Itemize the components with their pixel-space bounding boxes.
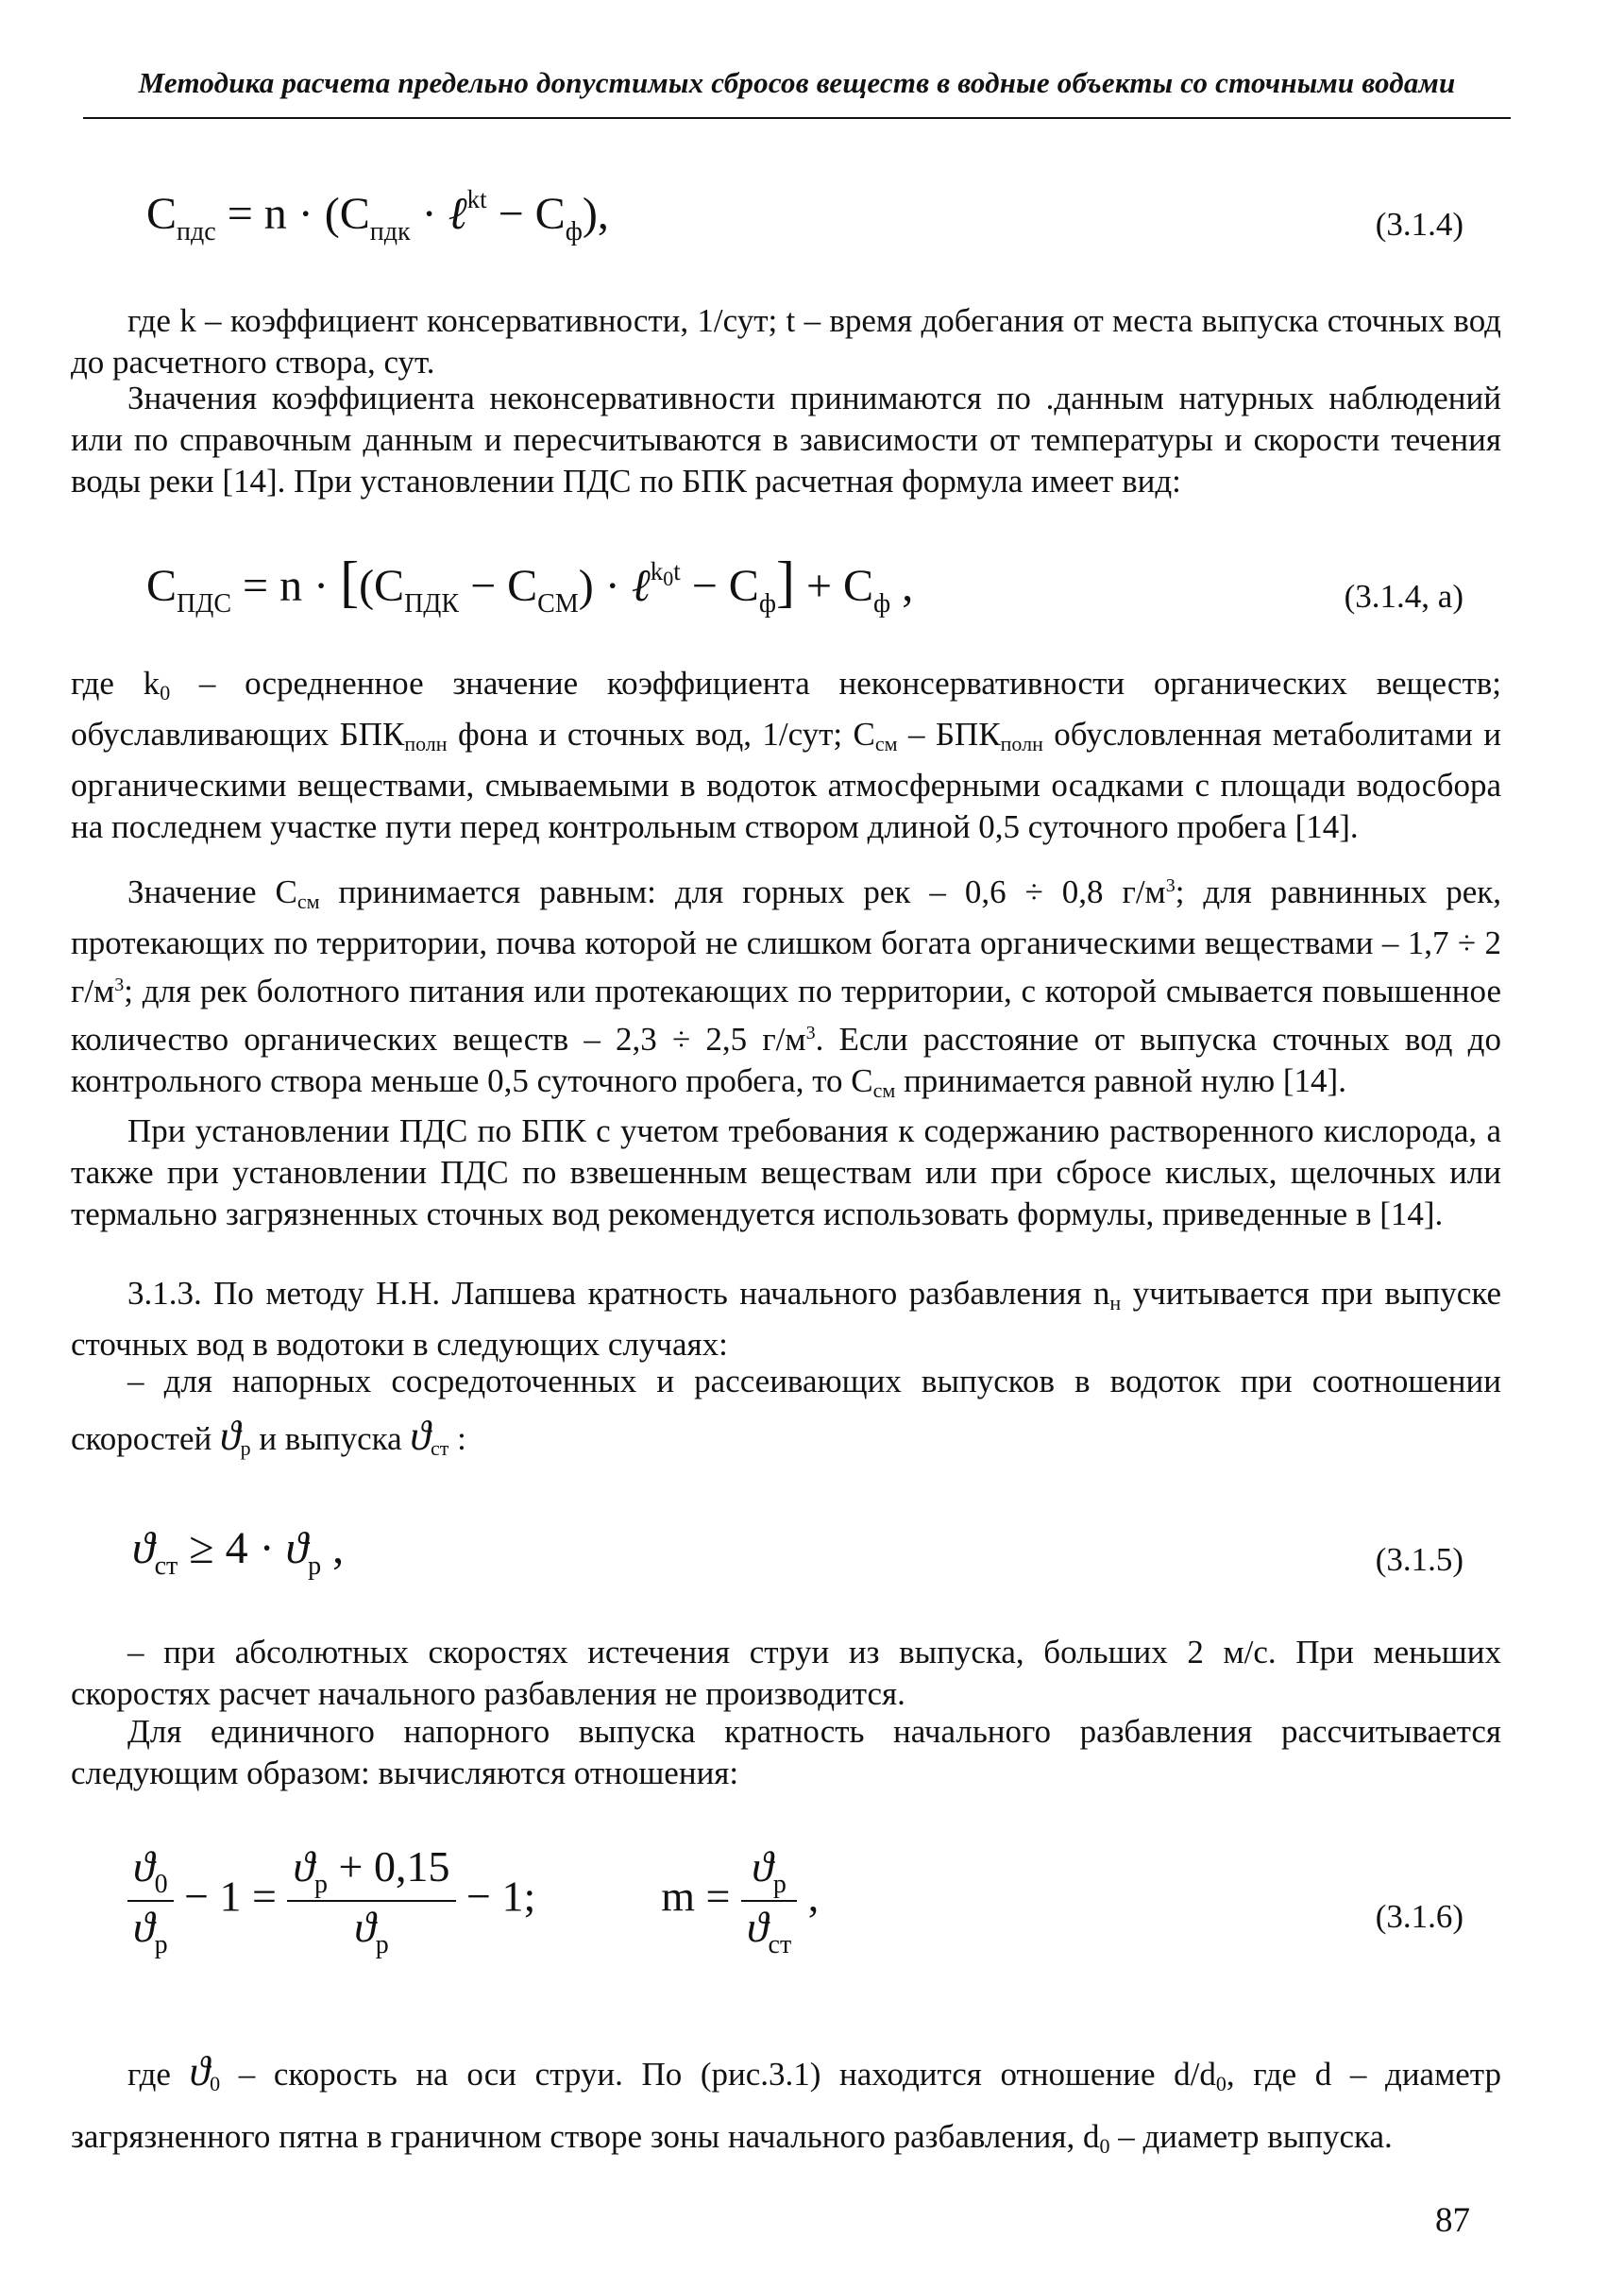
paragraph-definition-k: где k – коэффициент консервативности, 1/сут; t – время добегания от места выпуска сточных вод до расчетного створа, сут. — [71, 302, 1501, 381]
equation-number: (3.1.4, a) — [1344, 578, 1463, 615]
paragraph-nonconservativity: Значения коэффициента неконсервативности принимаются по .данным натурных наблюдений или по справочным данным и пересчитываются в зависимости от температуры и скорости течения воды реки [14]. При установлении ПДС по БПК расчетная формула имеет вид: — [71, 380, 1501, 500]
equation-3-1-6: $\frac{ϑ_0}{ϑ_р}$ − 1 = $\frac{ϑ_р + 0,15}{ϑ_р}$ − 1; m = $\frac{ϑ_р}{ϑ_{ст}}$ , — [127, 1841, 819, 1960]
paragraph-definition-k0: где k0 – осредненное значение коэффициента неконсервативности органических веществ; обуславливающих БПКполн фона и сточных вод, 1/сут; Ссм – БПКполн обусловленная метаболитами и органическими веществами, смываемыми в водоток атмосферными осадками с площади водосбора на последнем участке пути перед контрольным створом длиной 0,5 суточного пробега [14]. — [71, 665, 1502, 845]
paragraph-lapshev-method: 3.1.3. По методу Н.Н. Лапшева кратность начального разбавления nн учитывается при выпуске сточных вод в водотоки в следующих случаях: — [71, 1275, 1501, 1363]
equation-number: (3.1.4) — [1375, 206, 1463, 243]
equation-3-1-4: $C_{пдс} = n \cdot (C_{пдк}$ · ℓ$^{kt}$ − $C_ф$), — [146, 185, 609, 246]
fraction-v0-vp: $\frac{ϑ_0}{ϑ_р}$ — [127, 1841, 174, 1960]
paragraph-velocity-ratio: – для напорных сосредоточенных и рассеивающих выпусков в водоток при соотношении скоростей ϑр и выпуска ϑст : — [71, 1363, 1501, 1460]
equation-number: (3.1.5) — [1375, 1541, 1463, 1578]
running-header: Методика расчета предельно допустимых сбросов веществ в водные объекты со сточными водами — [138, 66, 1456, 99]
paragraph-oxygen: При установлении ПДС по БПК с учетом требования к содержанию растворенного кислорода, а также при установлении ПДС по взвешенным веществам или при сбросе кислых, щелочных или термально загрязненных сточных вод рекомендуется использовать формулы, приведенные в [14]. — [71, 1112, 1501, 1232]
paragraph-absolute-velocity: – при абсолютных скоростях истечения струи из выпуска, больших 2 м/с. При меньших скоростях расчет начального разбавления не производится. — [71, 1634, 1501, 1712]
fraction-vp-vst: $\frac{ϑ_р}{ϑ_{ст}}$ — [741, 1841, 797, 1960]
equation-number: (3.1.6) — [1375, 1898, 1463, 1935]
paragraph-single-outlet: Для единичного напорного выпуска кратность начального разбавления рассчитывается следующим образом: вычисляются отношения: — [71, 1713, 1501, 1791]
fraction-vp-plus: $\frac{ϑ_р + 0,15}{ϑ_р}$ — [287, 1841, 455, 1960]
equation-3-1-5: $ϑ_{ст} \ge 4 \cdot ϑ_р$ , — [132, 1523, 345, 1581]
paragraph-csm-values: Значение Ссм принимается равным: для горных рек – 0,6 ÷ 0,8 $г/м^3$; для равнинных рек, протекающих по территории, почва которой не слишком богата органическими веществами – 1,7 ÷ 2 $г/м^3$; для рек болотного питания или протекающих по территории, с которой смывается повышенное количество органических веществ – 2,3 ÷ 2,5 $г/м^3$. Если расстояние от выпуска сточных вод до контрольного створа меньше 0,5 суточного пробега, то Ссм принимается равной нулю [14]. — [71, 873, 1501, 1102]
equation-3-1-4a: $C_{ПДС} = n \cdot [(C_{ПДК} - C_{СМ})$ · ℓ$^{k_0t}$ − $C_ф] + C_ф$ , — [146, 551, 914, 619]
header-rule — [83, 117, 1511, 119]
page-number: 87 — [1435, 2201, 1470, 2240]
paragraph-jet-axis: где ϑ0 – скорость на оси струи. По (рис.3.1) находится отношение d/d0, где d – диаметр загрязненного пятна в граничном створе зоны начального разбавления, d0 – диаметр выпуска. — [71, 2048, 1501, 2158]
